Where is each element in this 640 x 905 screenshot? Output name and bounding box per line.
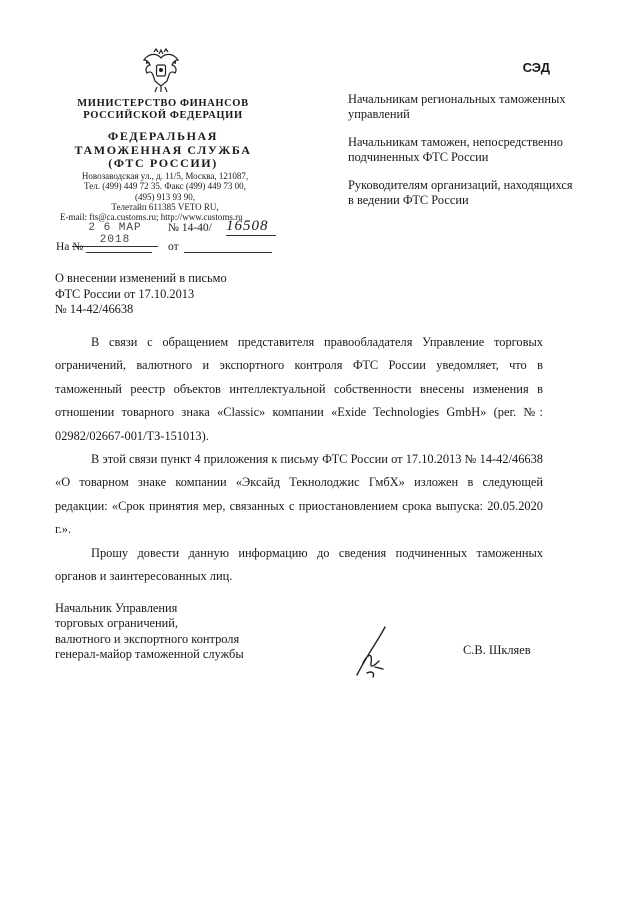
reference-date-label: от: [168, 241, 179, 253]
letter-subject: [55, 271, 295, 318]
ministry-line: РОССИЙСКОЙ ФЕДЕРАЦИИ: [83, 110, 243, 121]
ministry-name: [68, 98, 258, 122]
subject-line: № 14-42/46638: [55, 302, 134, 316]
reference-number-blank: [86, 252, 152, 253]
addressees: [348, 92, 578, 221]
letter-body: [55, 331, 543, 588]
registration-block: [56, 218, 276, 260]
phone-line: Тел. (499) 449 72 35. Факс (499) 449 73 00,: [84, 181, 246, 192]
body-paragraph: В связи с обращением представителя правообладателя Управление торговых ограничений, валютного и экспортного контроля ФТС России уведомляет, что в таможенный реестр объектов интеллектуальной собственности внесены изменения в отношении товарного знака «Classic» компании «Exide Technologies GmbH» (рег. №: 02982/02667-001/ТЗ-151013).: [55, 335, 543, 443]
service-name: [68, 130, 258, 171]
reference-date-blank: [184, 252, 272, 253]
handwritten-signature: [345, 625, 403, 683]
body-paragraph: Прошу довести данную информацию до сведения подчиненных таможенных органов и заинтересованных лиц.: [55, 545, 543, 584]
registration-number-handwritten: 16508: [226, 218, 276, 236]
registration-date-stamp: 2 6 МАР 2018: [72, 222, 158, 247]
reference-number-label: На №: [56, 241, 84, 253]
coat-of-arms-emblem: [140, 48, 182, 94]
sed-mark: СЭД: [522, 60, 550, 75]
signatory-title-line: Начальник Управления: [55, 601, 178, 615]
phone-line: (495) 913 93 90,: [135, 191, 195, 202]
service-line: ТАМОЖЕННАЯ СЛУЖБА: [74, 142, 252, 157]
service-line: (ФТС РОССИИ): [108, 156, 218, 170]
subject-line: ФТС России от 17.10.2013: [55, 286, 195, 301]
signatory-title-line: генерал-майор таможенной службы: [55, 646, 244, 661]
addressee: Начальникам таможен, непосредственно подчиненных ФТС России: [348, 135, 563, 164]
addressee: Руководителям организаций, находящихся в ведении ФТС России: [348, 178, 573, 207]
ministry-line: МИНИСТЕРСТВО ФИНАНСОВ: [77, 98, 249, 109]
address-line: Новозаводская ул., д. 11/5, Москва, 121087,: [81, 171, 249, 181]
registration-number-prefix: № 14-40/: [168, 222, 212, 234]
body-paragraph: В этой связи пункт 4 приложения к письму ФТС России от 17.10.2013 № 14-42/46638 «О товарном знаке компании «Эксайд Текнолоджис ГмбХ» изложен в следующей редакции: «Срок принятия мер, связанных с приостановлением срока выпуска: 20.05.2020 г.».: [55, 452, 543, 537]
signatory-title: [55, 601, 295, 662]
email-line: E-mail: fts@ca.customs.ru; http://www.customs.ru: [60, 212, 243, 223]
addressee: Начальникам региональных таможенных управлений: [348, 92, 566, 121]
signatory-name: С.В. Шкляев: [463, 643, 531, 657]
subject-line: О внесении изменений в письмо: [55, 271, 227, 285]
service-line: ФЕДЕРАЛЬНАЯ: [107, 129, 219, 143]
signatory-title-line: валютного и экспортного контроля: [55, 631, 240, 646]
contact-block: [60, 171, 270, 222]
signatory-title-line: торговых ограничений,: [55, 616, 179, 631]
teletype-line: Телетайп 611385 VETO RU,: [111, 201, 219, 212]
